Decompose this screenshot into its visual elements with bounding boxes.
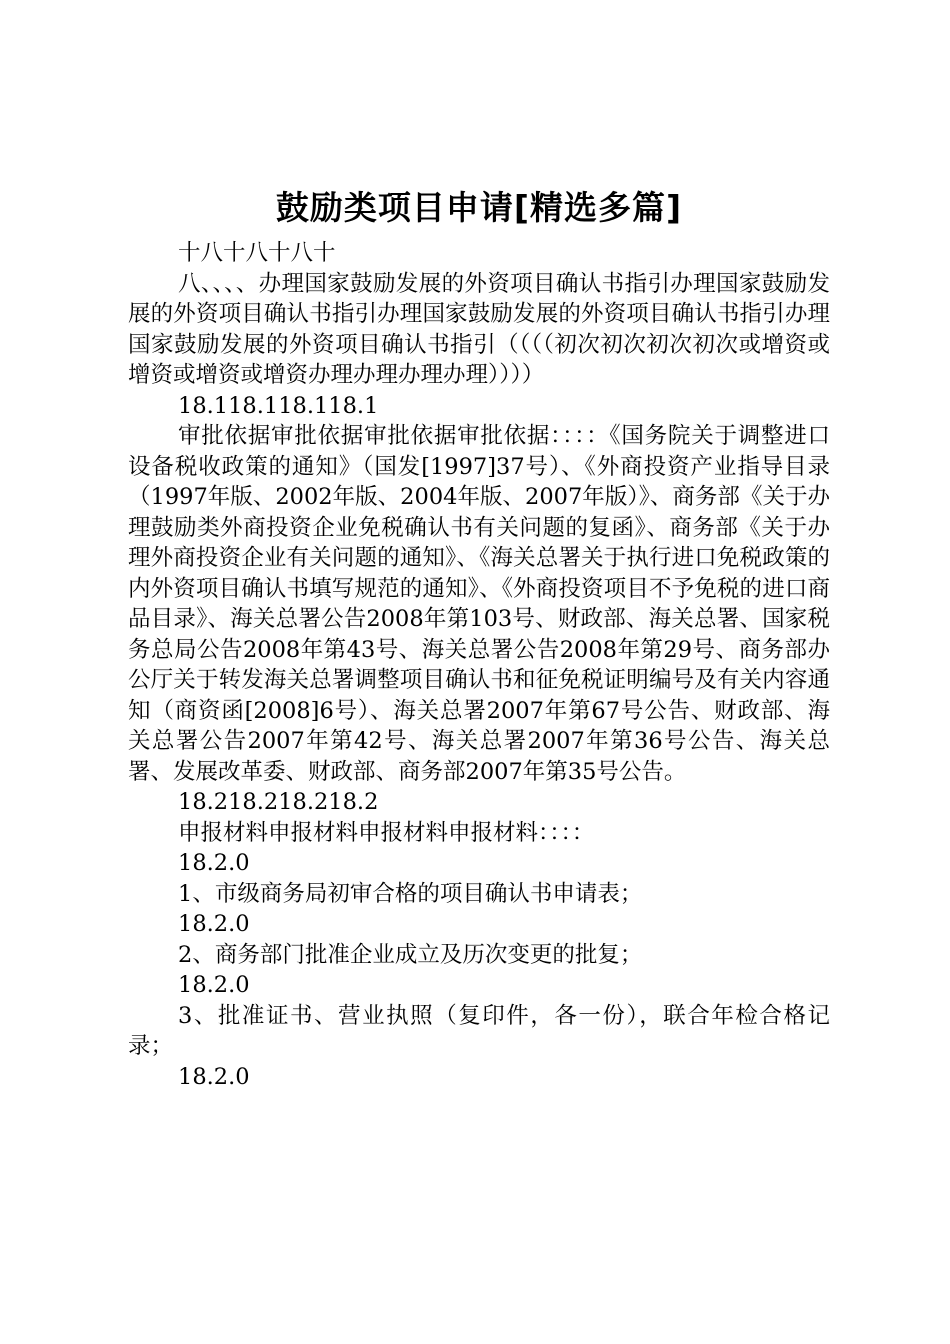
document-page [128,180,830,1092]
paragraph-5: 18.218.218.218.2 [178,789,379,815]
paragraph-8: 1、市级商务局初审合格的项目确认书申请表； [178,880,643,907]
paragraph-1: 十八十八十八十 [178,240,336,266]
paragraph-7: 18.2.0 [178,850,250,876]
document-title: 鼓励类项目申请[精选多篇] [275,188,683,227]
paragraph-11: 18.2.0 [178,972,250,998]
paragraph-2: 八、、、、办理国家鼓励发展的外资项目确认书指引办理国家鼓励发展的外资项目确认书指引办理国家鼓励发展的外资项目确认书指引办理国家鼓励发展的外资项目确认书指引（（（（初次初次初次初次或增资或增资或增资或增资办理办理办理办理）））） [128,270,830,388]
paragraph-13: 18.2.0 [178,1063,250,1090]
paragraph-3: 18.118.118.118.1 [178,392,379,419]
paragraph-9: 18.2.0 [178,911,250,937]
paragraph-4: 审批依据审批依据审批依据审批依据：：：：《国务院关于调整进口设备税收政策的通知》（国发[1997]37号）、《外商投资产业指导目录（1997年版、2002年版、2004年版、2007年版）》、商务部《关于办理鼓励类外商投资企业免税确认书有关问题的复函》、商务部《关于办理外商投资企业有关问题的通知》、《海关总署关于执行进口免税政策的内外资项目确认书填写规范的通知》、《外商投资项目不予免税的进口商品目录》、海关总署公告2008年第103号、财政部、海关总署、国家税务总局公告2008年第43号、海关总署公告2008年第29号、商务部办公厅关于转发海关总署调整项目确认书和征免税证明编号及有关内容通知（商资函[2008]6号）、海关总署2007年第67号公告、财政部、海关总署公告2007年第42号、海关总署2007年第36号公告、海关总署、发展改革委、财政部、商务部2007年第35号公告。 [128,423,830,785]
paragraph-10: 2、商务部门批准企业成立及历次变更的批复； [178,941,643,968]
paragraph-6: 申报材料申报材料申报材料申报材料：：：： [178,819,595,846]
paragraph-12: 3、批准证书、营业执照（复印件，各一份），联合年检合格记录； [128,1002,830,1059]
